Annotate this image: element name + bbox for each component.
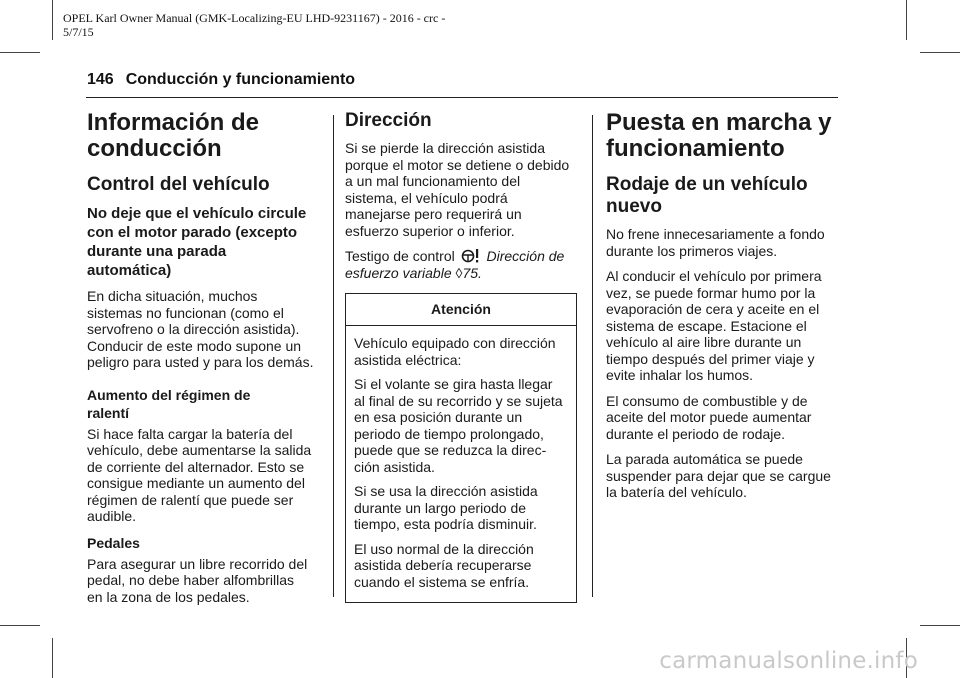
crop-mark-bottom-left [52, 638, 53, 678]
caution-title: Atención [346, 294, 576, 326]
heading-direccion: Dirección [345, 110, 432, 131]
paragraph-rodaje-1: No frene innecesariamente a fondo durante los primeros viajes. [606, 226, 825, 259]
heading-pedales: Pedales [87, 534, 140, 551]
link-direccion-esfuerzo[interactable]: Dirección de [486, 248, 565, 264]
heading-warning-engine-off: No deje que el vehículo circule con el motor parado (excepto durante una parada automática) [87, 205, 307, 279]
heading-rodaje-vehiculo: Rodaje de un vehículo nuevo [606, 174, 808, 217]
caution-paragraph-3: Si se usa la dirección asistida durante un largo periodo de tiempo, esta podría disminuir. [354, 483, 538, 532]
steering-wheel-warning-icon [461, 248, 481, 264]
paragraph-direccion-intro: Si se pierde la dirección asistida porque el motor se detiene o debido a un mal funcionamiento del sistema, el vehículo podrá manejarse pero requerirá un esfuerzo superior o inferior. [345, 140, 570, 239]
paragraph-rodaje-4: La parada automática se puede suspender para dejar que se cargue la batería del vehículo. [606, 451, 831, 500]
running-head [87, 71, 355, 89]
heading-aumento-ralenti: Aumento del régimen de ralentí [87, 386, 251, 421]
header-rule [86, 97, 838, 98]
page-ref-arrow-icon: ◊ [455, 264, 463, 281]
paragraph-pedales: Para asegurar un libre recorrido del pedal, no debe haber alfombrillas en la zona de los pedales. [87, 555, 308, 605]
link-esfuerzo-variable[interactable]: esfuerzo variable [345, 264, 452, 281]
column-2 [345, 110, 581, 603]
column-rule-1 [333, 115, 334, 597]
crop-mark-top-left-h [0, 52, 40, 53]
heading-control-vehiculo: Control del vehículo [87, 174, 270, 195]
page-number: 146 [87, 71, 114, 88]
crop-mark-top-right [906, 0, 907, 40]
section-title: Conducción y funcionamiento [125, 71, 356, 88]
crop-mark-top-left [52, 0, 53, 40]
watermark: carmanualsonline.info [659, 648, 918, 674]
column-rule-2 [592, 115, 593, 597]
caution-box [345, 293, 577, 603]
crop-mark-top-right-h [920, 52, 960, 53]
document-header-line-1: OPEL Karl Owner Manual (GMK-Localizing-EU LHD-9231167) - 2016 - crc - [63, 11, 446, 25]
caution-body [346, 326, 576, 602]
paragraph-warning-engine-off: En dicha situación, muchos sistemas no funcionan (como el servofreno o la dirección asistida). Conducir de este modo supone un peligro para usted y para los demás. [87, 288, 314, 370]
caution-paragraph-2: Si el volante se gira hasta llegar al final de su recorrido y se sujeta en esa posición durante un periodo de tiempo prolongado, puede que se reduzca la direc- ción asistida. [354, 376, 563, 475]
heading-puesta-marcha: Puesta en marcha y funcionamiento [606, 109, 832, 162]
caution-paragraph-4: El uso normal de la dirección asistida debería recuperarse cuando el sistema se enfría. [354, 540, 534, 590]
page-ref-number[interactable]: 75. [462, 264, 482, 281]
heading-informacion-conduccion: Información de conducción [87, 109, 260, 162]
column-1 [87, 110, 323, 614]
document-header-line-2: 5/7/15 [63, 25, 94, 39]
caution-paragraph-1: Vehículo equipado con dirección asistida eléctrica: [354, 335, 556, 368]
paragraph-rodaje-3: El consumo de combustible y de aceite del motor puede aumentar durante el periodo de rodaje. [606, 392, 812, 442]
paragraph-testigo-control: Testigo de control Dirección de esfuerzo variable ◊75. [345, 248, 565, 281]
paragraph-rodaje-2: Al conducir el vehículo por primera vez, se puede formar humo por la evaporación de cera y aceite en el sistema de escape. Estacione el vehículo al aire libre durante un tiempo después del primer viaje y evite inhalar los humos. [606, 268, 822, 383]
paragraph-aumento-ralenti: Si hace falta cargar la batería del vehículo, debe aumentarse la salida de corriente del alternador. Esto se consigue mediante un aumento del régimen de ralentí que puede ser audible. [87, 425, 312, 524]
column-3 [606, 110, 842, 510]
crop-mark-bottom-right-h [920, 625, 960, 626]
crop-mark-bottom-left-h [0, 625, 40, 626]
document-header [63, 11, 503, 39]
